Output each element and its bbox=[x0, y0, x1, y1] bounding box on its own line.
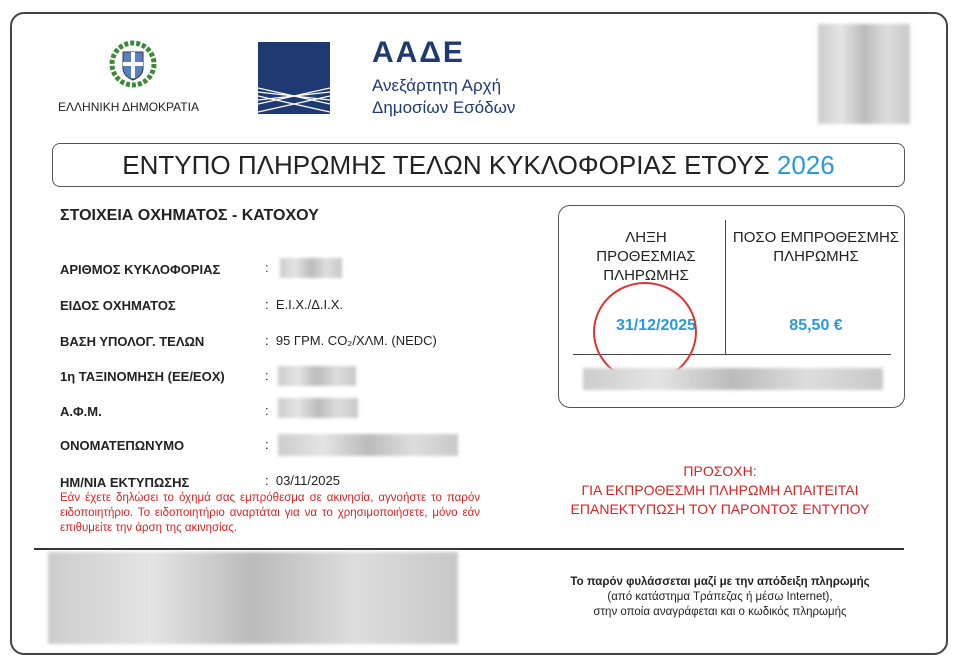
redacted-barcode bbox=[48, 552, 458, 644]
aade-logo-icon bbox=[258, 42, 330, 114]
field-label: 1η ΤΑΞΙΝΟΜΗΣΗ (ΕΕ/ΕΟΧ) bbox=[60, 369, 225, 384]
tax-basis-value: 95 ΓΡΜ. CO₂/ΧΛΜ. (NEDC) bbox=[275, 333, 437, 348]
warning-title: ΠΡΟΣΟΧΗ: bbox=[683, 463, 757, 479]
vehicle-type-value: Ε.Ι.Χ./Δ.Ι.Χ. bbox=[275, 297, 344, 312]
redacted-payment-code bbox=[583, 368, 883, 390]
section-title: ΣΤΟΙΧΕΙΑ ΟΧΗΜΑΤΟΣ - ΚΑΤΟΧΟΥ bbox=[60, 207, 319, 224]
redacted-value bbox=[278, 434, 458, 456]
footer-divider bbox=[34, 548, 904, 550]
warning bbox=[500, 462, 940, 519]
warning-line1: ΓΙΑ ΕΚΠΡΟΘΕΣΜΗ ΠΛΗΡΩΜΗ ΑΠΑΙΤΕΙΤΑΙ bbox=[581, 482, 859, 498]
field-value: : Ε.Ι.Χ./Δ.Ι.Χ. bbox=[265, 297, 344, 312]
field-label: ΒΑΣΗ ΥΠΟΛΟΓ. ΤΕΛΩΝ bbox=[60, 334, 205, 349]
title-text: ΕΝΤΥΠΟ ΠΛΗΡΩΜΗΣ ΤΕΛΩΝ ΚΥΚΛΟΦΟΡΙΑΣ ΕΤΟΥΣ bbox=[122, 150, 770, 180]
field-label: ΑΡΙΘΜΟΣ ΚΥΚΛΟΦΟΡΙΑΣ bbox=[60, 262, 221, 277]
redacted-value bbox=[278, 366, 356, 386]
agency-name-line2: Δημοσίων Εσόδων bbox=[372, 98, 516, 117]
page-title bbox=[52, 143, 905, 187]
footer-line3: στην οποία αναγράφεται και ο κωδικός πληρωμής bbox=[593, 606, 847, 618]
immobilization-notice: Εάν έχετε δηλώσει το όχημά σας εμπρόθεσμα σε ακινησία, αγνοήστε το παρόν ειδοποιητήριο. Το ειδοποιητήριο αναρτάται για να το χρησιμοποιήσετε, μόνο εάν επιθυμείτε την άρση της ακινησίας. bbox=[60, 492, 480, 534]
warning-line2: ΕΠΑΝΕΚΤΥΠΩΣΗ ΤΟΥ ΠΑΡΟΝΤΟΣ ΕΝΤΥΠΟΥ bbox=[570, 501, 870, 517]
footer-line2: (από κατάστημα Τράπεζας ή μέσω Internet), bbox=[607, 591, 833, 603]
field-label: ΟΝΟΜΑΤΕΠΩΝΥΜΟ bbox=[60, 438, 185, 453]
field-label: ΗΜ/ΝΙΑ ΕΚΤΥΠΩΣΗΣ bbox=[60, 475, 190, 490]
field-sep: : bbox=[265, 260, 269, 275]
deadline-label: ΛΗΞΗ ΠΡΟΘΕΣΜΙΑΣ ΠΛΗΡΩΜΗΣ bbox=[596, 229, 696, 284]
field-value: : 95 ΓΡΜ. CO₂/ΧΛΜ. (NEDC) bbox=[265, 333, 437, 348]
amount-value: 85,50 € bbox=[789, 317, 843, 334]
agency-name-line1: Ανεξάρτητη Αρχή bbox=[372, 76, 502, 95]
redacted-value bbox=[280, 258, 342, 278]
field-sep: : bbox=[265, 368, 269, 383]
deadline-value: 31/12/2025 bbox=[615, 317, 697, 334]
redacted-qr-code bbox=[818, 24, 910, 124]
republic-label: ΕΛΛΗΝΙΚΗ ΔΗΜΟΚΡΑΤΙΑ bbox=[58, 100, 199, 114]
highlight-circle bbox=[593, 282, 697, 382]
payment-box bbox=[558, 205, 905, 408]
field-sep: : bbox=[265, 437, 269, 452]
amount-label: ΠΟΣΟ ΕΜΠΡΟΘΕΣΜΗΣ ΠΛΗΡΩΜΗΣ bbox=[732, 229, 900, 265]
field-label: Α.Φ.Μ. bbox=[60, 404, 102, 419]
print-date-value: 03/11/2025 bbox=[275, 473, 340, 488]
footer-note bbox=[500, 575, 940, 620]
field-sep: : bbox=[265, 403, 269, 418]
field-value: : 03/11/2025 bbox=[265, 473, 340, 488]
title-year: 2026 bbox=[776, 150, 835, 180]
greek-emblem-icon bbox=[108, 38, 158, 92]
field-label: ΕΙΔΟΣ ΟΧΗΜΑΤΟΣ bbox=[60, 298, 176, 313]
footer-line1: Το παρόν φυλάσσεται μαζί με την απόδειξη πληρωμής bbox=[570, 576, 870, 588]
redacted-value bbox=[278, 398, 358, 418]
aade-acronym: ΑΑΔΕ bbox=[372, 36, 465, 69]
